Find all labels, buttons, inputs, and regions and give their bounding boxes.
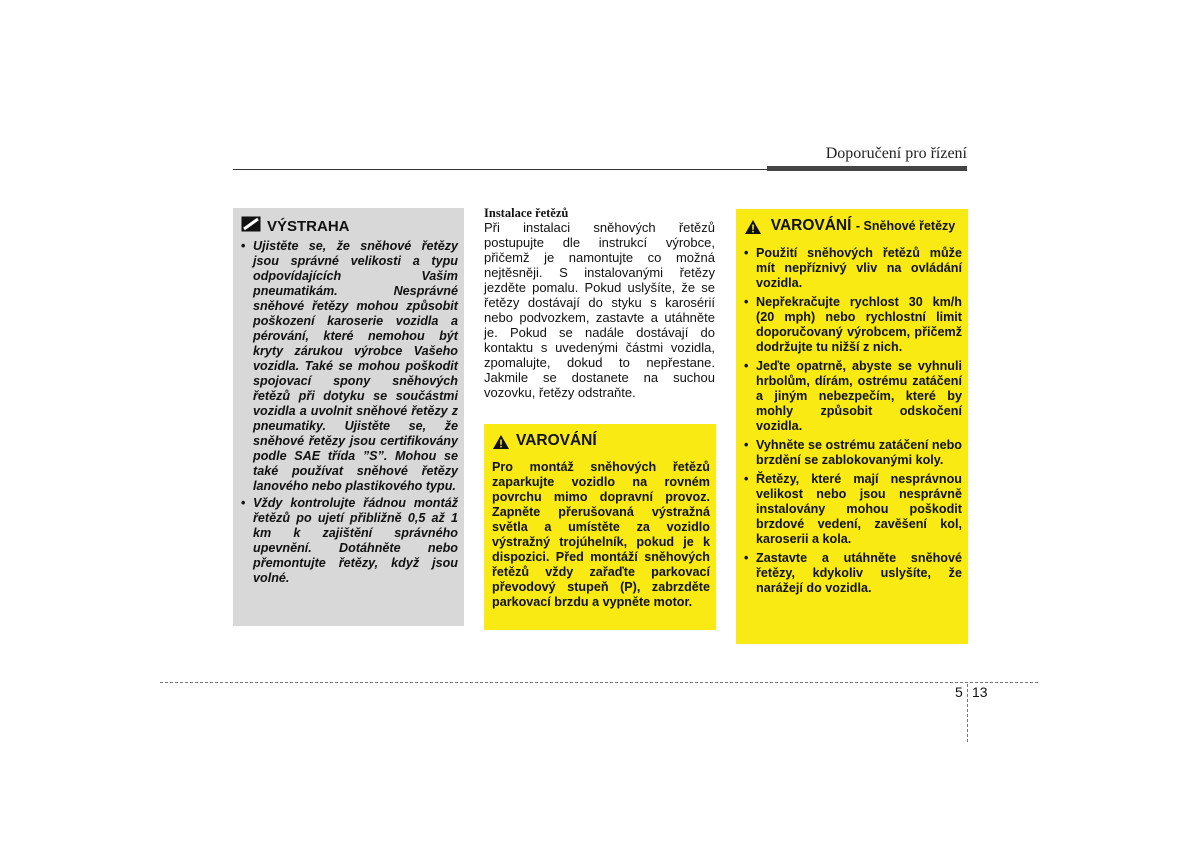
warning-subheading-text: - Sněhové řetězy	[855, 219, 956, 233]
warning-box-varovani-montaz	[484, 424, 716, 630]
warning-triangle-icon	[744, 219, 762, 240]
warning-box-heading	[241, 216, 458, 236]
warning-box-heading	[492, 432, 710, 455]
section-heading: Instalace řetězů	[484, 206, 569, 220]
warning-list	[744, 246, 962, 596]
header-rule-accent	[767, 166, 967, 171]
warning-box-varovani-retezy	[736, 209, 968, 644]
list-item: • Ujistěte se, že sněhové řetězy jsou správné velikosti a typu odpovídajících Vašim pneumatikám. Nesprávné sněhové řetězy mohou způsobit poškození karoserie vozidla a pérování, které nemohou být kryty zárukou výrobce Vašeho vozidla. Také se mohou poškodit spojovací spony sněhových řetězů při dotyku se součástmi vozidla a uvolnit sněhové řetězy z pneumatiky. Ujistěte se, že sněhové řetězy jsou certifikovány podle SAE třída ”S”. Mohou se také používat sněhové řetězy lanového nebo plastikového typu.	[241, 239, 458, 494]
page-number: 13	[972, 684, 988, 700]
warning-box-vystraha	[233, 208, 464, 626]
list-item: • Nepřekračujte rychlost 30 km/h (20 mph) nebo rychlostní limit doporučovaný výrobcem, přičemž dodržujte tu nižší z nich.	[744, 295, 962, 355]
list-item: • Vyhněte se ostrému zatáčení nebo brzdění se zablokovanými koly.	[744, 438, 962, 468]
warning-body: Pro montáž sněhových řetězů zaparkujte vozidlo na rovném povrchu mimo dopravní provoz. Zapněte přerušovaná výstražná světla a umístěte za vozidlo výstražný trojúhelník, pokud je k dispozici. Před montáží sněhových řetězů vždy zařaďte parkovací převodový stupeň (P), zabrzděte parkovací brzdu a vypněte motor.	[492, 460, 710, 609]
warning-heading-text: VAROVÁNÍ	[516, 432, 597, 449]
warning-heading-text: VAROVÁNÍ	[770, 217, 852, 234]
list-item: • Vždy kontrolujte řádnou montáž řetězů po ujetí přibližně 0,5 až 1 km k zajištění správného upevnění. Dotáhněte nebo přemontujte řetězy, když jsou volné.	[241, 496, 458, 586]
page-header-title: Doporučení pro řízení	[825, 145, 967, 162]
list-item: • Použití sněhových řetězů může mít nepříznivý vliv na ovládání vozidla.	[744, 246, 962, 291]
warning-heading-text: VÝSTRAHA	[267, 217, 350, 235]
list-item: • Zastavte a utáhněte sněhové řetězy, kdykoliv uslyšíte, že narážejí do vozidla.	[744, 551, 962, 596]
warning-list	[241, 239, 458, 586]
page-chapter-number: 5	[955, 684, 963, 700]
list-item: • Jeďte opatrně, abyste se vyhnuli hrbolům, dírám, ostrému zatáčení a jiným nebezpečím, které by mohly způsobit odskočení vozidla.	[744, 359, 962, 434]
no-entry-slash-icon	[241, 216, 261, 236]
installation-section	[484, 206, 715, 400]
footer-divider	[967, 684, 968, 742]
footer-rule	[160, 682, 1038, 683]
warning-heading-group	[768, 217, 958, 235]
warning-triangle-icon	[492, 434, 510, 455]
section-body: Při instalaci sněhových řetězů postupujte dle instrukcí výrobce, přičemž je namontujte co možná nejtěsněji. S instalovanými řetězy jezděte pomalu. Pokud uslyšíte, že se řetězy dostávají do styku s karosérií nebo podvozkem, zastavte a utáhněte je. Pokud se nadále dostávají do kontaktu s uvedenými částmi vozidla, zpomalujte, dokud to nepřestane. Jakmile se dostanete na suchou vozovku, řetězy odstraňte.	[484, 220, 715, 400]
list-item: • Řetězy, které mají nesprávnou velikost nebo jsou nesprávně instalovány mohou poškodit brzdové vedení, zavěšení kol, karoserii a kola.	[744, 472, 962, 547]
warning-box-heading	[744, 217, 962, 240]
